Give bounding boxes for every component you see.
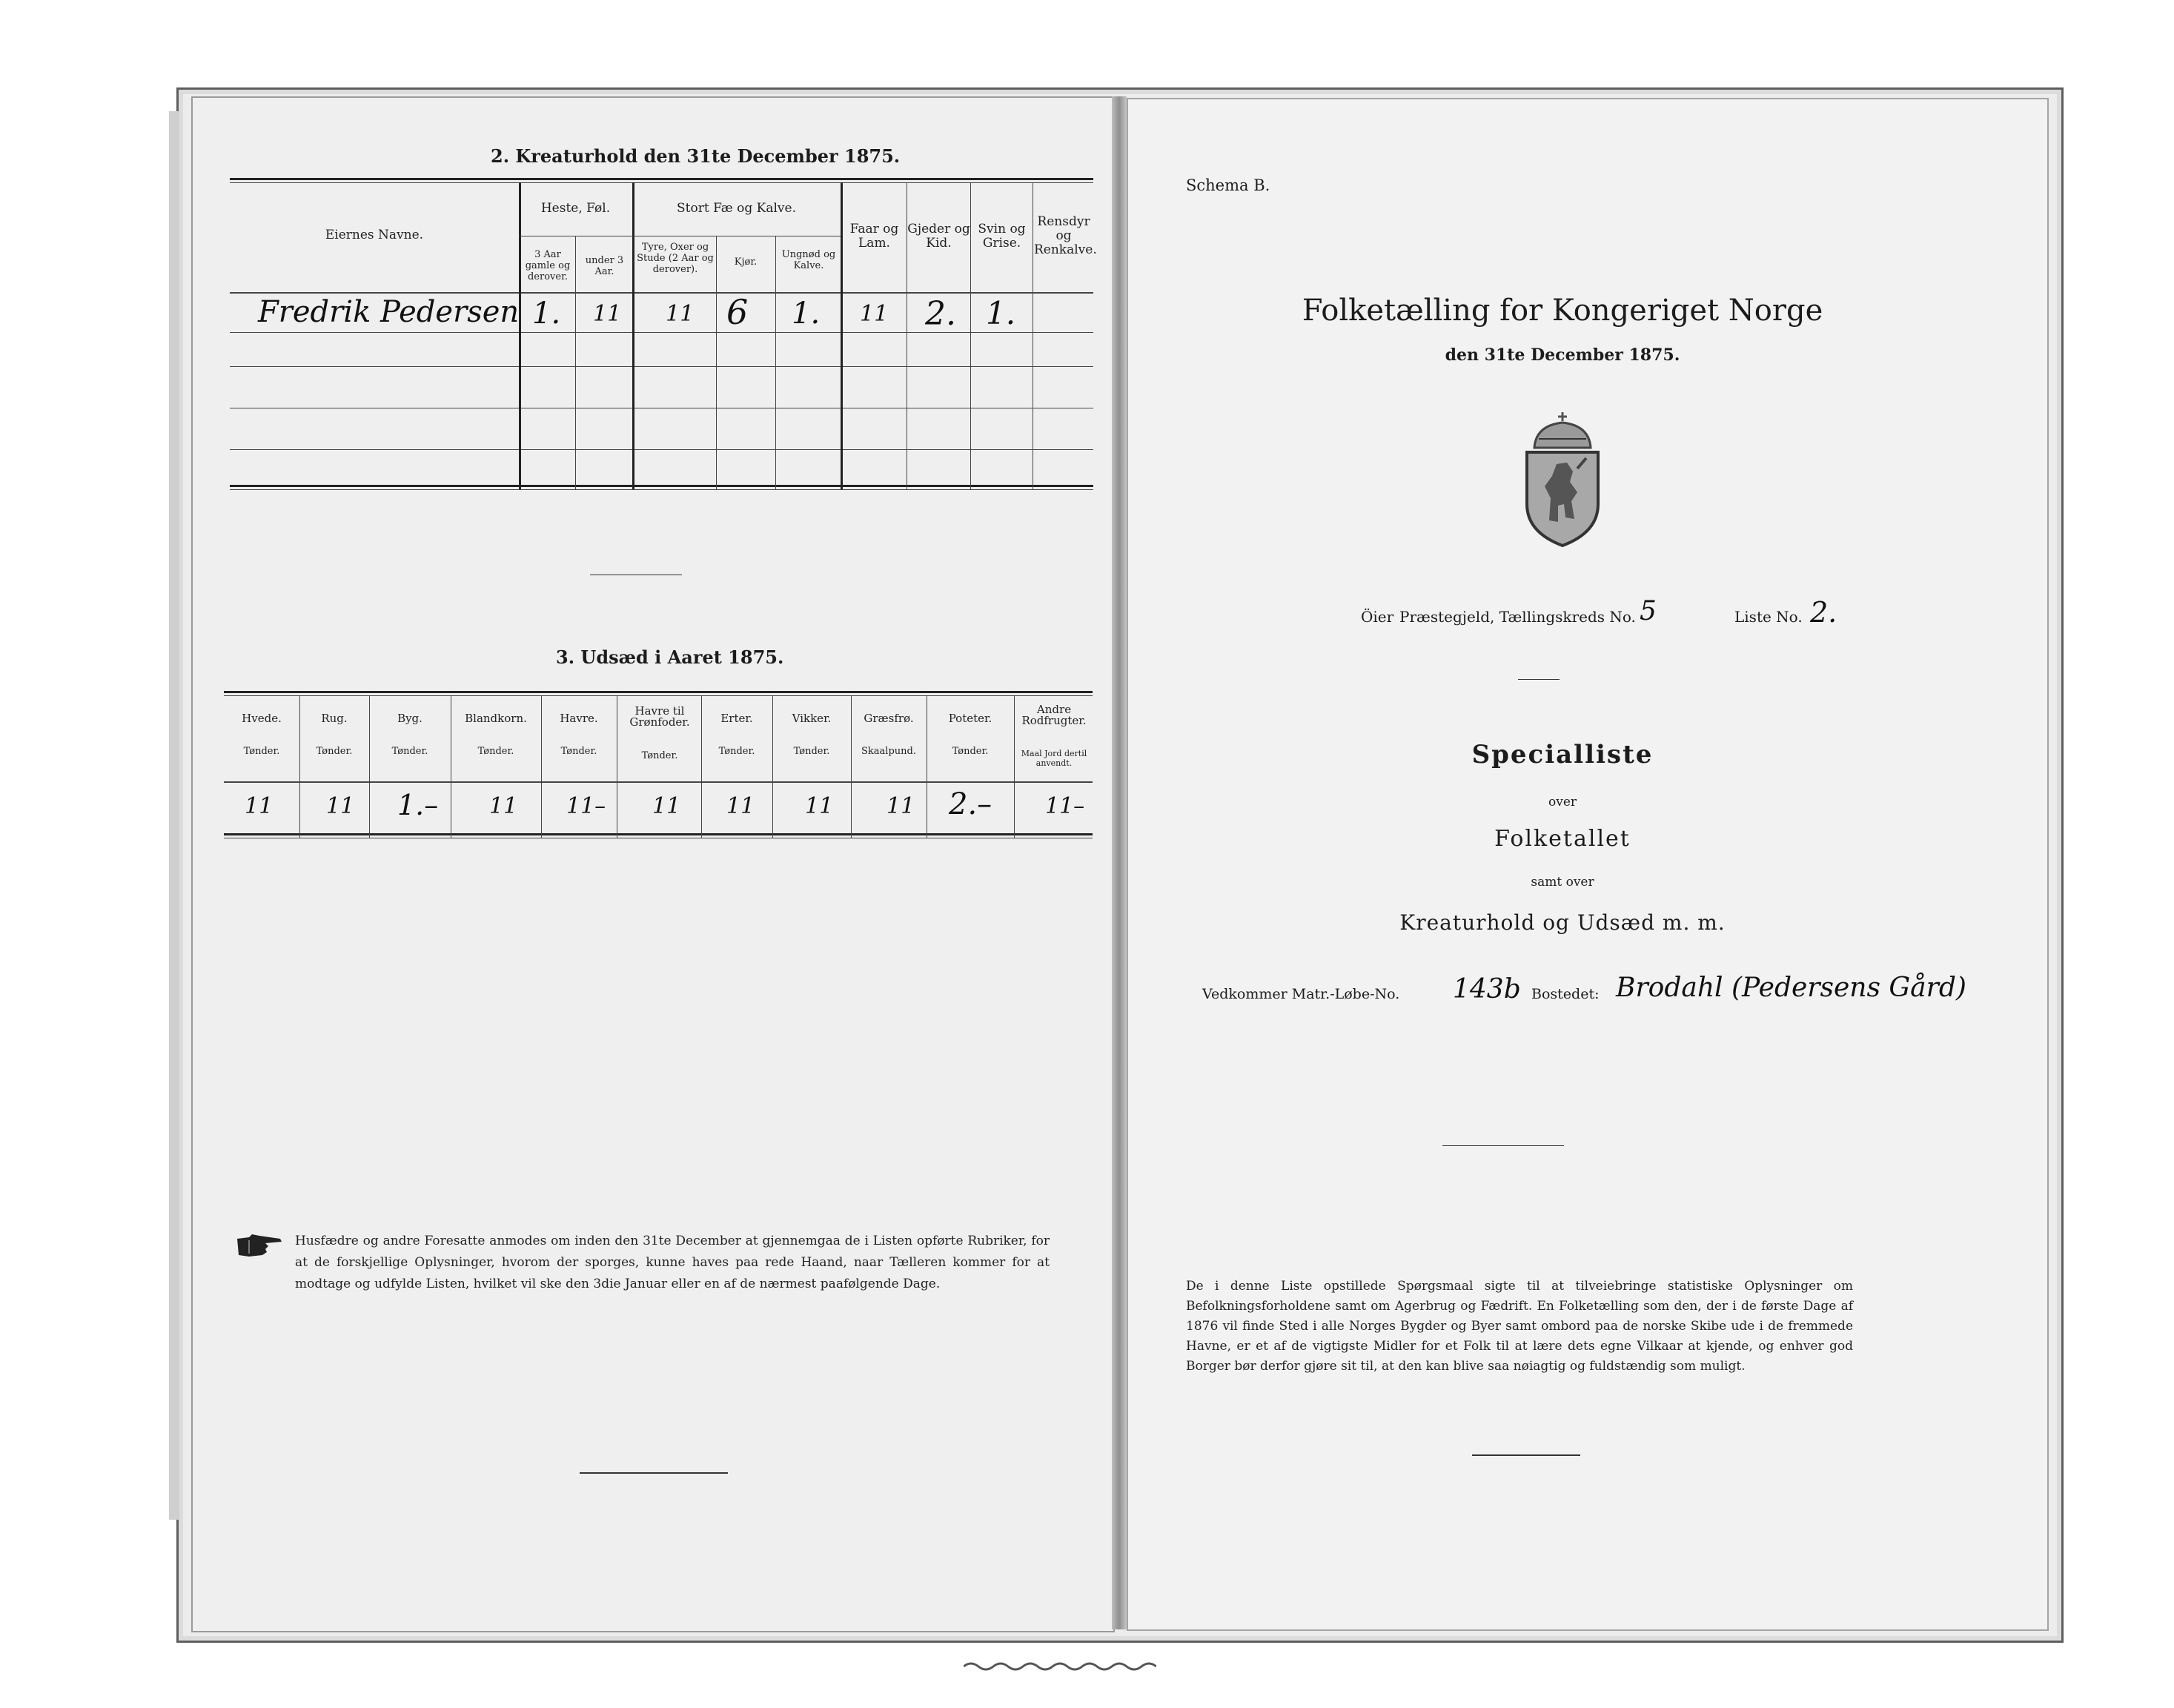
header-owner: Eiernes Navne. [325, 228, 424, 242]
header-bulls: Tyre, Oxer og Stude (2 Aar og derover). [637, 242, 714, 275]
header-horses: Heste, Føl. [540, 201, 611, 216]
value-horses-young: 11 [593, 301, 622, 327]
kreaturhold-heading: Kreaturhold og Udsæd m. m. [1399, 910, 1726, 935]
seed-header-wheat: Hvede. [242, 712, 282, 725]
value-bulls: 11 [666, 301, 695, 327]
seed-header-peas: Erter. [720, 712, 753, 725]
header-horses-young: under 3 Aar. [585, 255, 624, 277]
livestock-top-rule [230, 178, 1093, 180]
header-horses-old: 3 Aar gamle og derover. [525, 249, 571, 282]
matr-label: Vedkommer Matr.-Løbe-No. [1202, 986, 1400, 1002]
notice-text: Husfædre og andre Foresatte anmodes om inden den 31te December at gjennemgaa de i Listen opførte Rubriker, for at de forskjellige Oplysninger, hvorom der sporges, kunne haves paa rede Haand, naar Tælleren kommer for at modtage og udfylde Listen, hvilket vil ske den 3die Januar eller en af de nærmest paafølgende Dage. [295, 1234, 1050, 1291]
seed-value-vetch: 11 [805, 793, 834, 819]
main-title: Folketælling for Kongeriget Norge [1302, 294, 1823, 328]
seed-header-mixed-grain: Blandkorn. [465, 712, 527, 725]
value-cows: 6 [726, 292, 749, 332]
seed-value-wheat: 11 [245, 793, 274, 819]
value-young-cattle: 1. [792, 297, 821, 331]
seed-value-potatoes: 2.– [949, 787, 992, 821]
explanatory-paragraph: De i denne Liste opstillede Spørgsmaal sigte til at tilveiebringe statistiske Oplysninger om Befolkningsforholdene samt om Agerbrug og Fædrift. En Folketælling som den, der i de første Dage af 1876 vil finde Sted i alle Norges Bygder og Byer samt ombord paa de norske Skibe ude i de fremmede Havne, er et af de vigtigste Midler for et Folk til at lære dets egne Vilkaar at kjende, og enhver god Borger bør derfor gjøre sit til, at den kan blive saa nøiagtig og fuldstændig som muligt. [1186, 1279, 1853, 1374]
seed-header-rye: Rug. [321, 712, 348, 725]
over-text-1: over [1548, 795, 1577, 810]
value-horses-old: 1. [532, 297, 561, 331]
seed-header-rule [224, 781, 1093, 783]
seed-value-mixed-grain: 11 [489, 793, 518, 819]
list-label: Liste No. [1734, 608, 1803, 626]
matr-number: 143b [1453, 974, 1521, 1004]
livestock-header-rule [230, 292, 1093, 294]
list-number: 2. [1810, 596, 1837, 629]
value-sheep: 11 [860, 301, 889, 327]
bosted-value: Brodahl (Pedersens Gård) [1616, 973, 1966, 1003]
seed-header-oats: Havre. [560, 712, 598, 725]
seed-header-other-roots: Andre Rodfrugter. [1021, 703, 1087, 727]
parish-label: Præstegjeld, Tællingskreds No. [1399, 608, 1636, 626]
header-goats: Gjeder og Kid. [907, 222, 970, 251]
header-pigs: Svin og Grise. [978, 222, 1026, 251]
folketallet-heading: Folketallet [1494, 826, 1631, 852]
page-edge [169, 111, 179, 1520]
seed-header-potatoes: Poteter. [948, 712, 992, 725]
seed-value-green-fodder: 11 [652, 793, 681, 819]
seed-value-grass-seed: 11 [886, 793, 915, 819]
header-cows: Kjør. [734, 256, 758, 268]
scan-margin-mark [964, 1659, 1156, 1671]
section2-title: 2. Kreaturhold den 31te December 1875. [491, 145, 901, 167]
seed-bottom-rule [224, 833, 1093, 835]
pointing-hand-icon [236, 1233, 286, 1260]
seed-header-vetch: Vikker. [792, 712, 832, 725]
bosted-label: Bostedet: [1531, 986, 1600, 1002]
section3-title: 3. Udsæd i Aaret 1875. [556, 646, 784, 668]
livestock-bottom-rule [230, 485, 1093, 487]
parish-name: Öier [1361, 608, 1394, 626]
seed-header-barley: Byg. [397, 712, 422, 725]
seed-header-green-fodder: Havre til Grønfoder. [629, 704, 690, 729]
right-page [1127, 98, 2049, 1631]
samt-over-text: samt over [1531, 875, 1594, 890]
seed-value-rye: 11 [326, 793, 355, 819]
schema-label: Schema B. [1186, 176, 1270, 194]
header-reindeer: Rensdyr og Renkalve. [1034, 214, 1097, 257]
district-number: 5 [1640, 596, 1657, 626]
seed-header-grass-seed: Græsfrø. [864, 712, 914, 725]
value-goats: 2. [925, 295, 956, 333]
header-young-cattle: Ungnød og Kalve. [781, 249, 836, 271]
value-pigs: 1. [986, 295, 1016, 331]
owner-name: Fredrik Pedersen [258, 295, 520, 329]
seed-top-rule [224, 691, 1093, 693]
book-spine [1112, 96, 1127, 1629]
coat-of-arms-icon [1518, 409, 1607, 549]
census-date: den 31te December 1875. [1445, 345, 1680, 365]
specialliste-heading: Specialliste [1471, 740, 1654, 769]
seed-value-barley: 1.– [397, 789, 439, 821]
seed-value-peas: 11 [726, 793, 755, 819]
header-cattle: Stort Fæ og Kalve. [677, 201, 796, 216]
header-sheep: Faar og Lam. [849, 222, 899, 251]
seed-value-other-roots: 11– [1045, 793, 1085, 819]
seed-value-oats: 11– [566, 793, 606, 819]
